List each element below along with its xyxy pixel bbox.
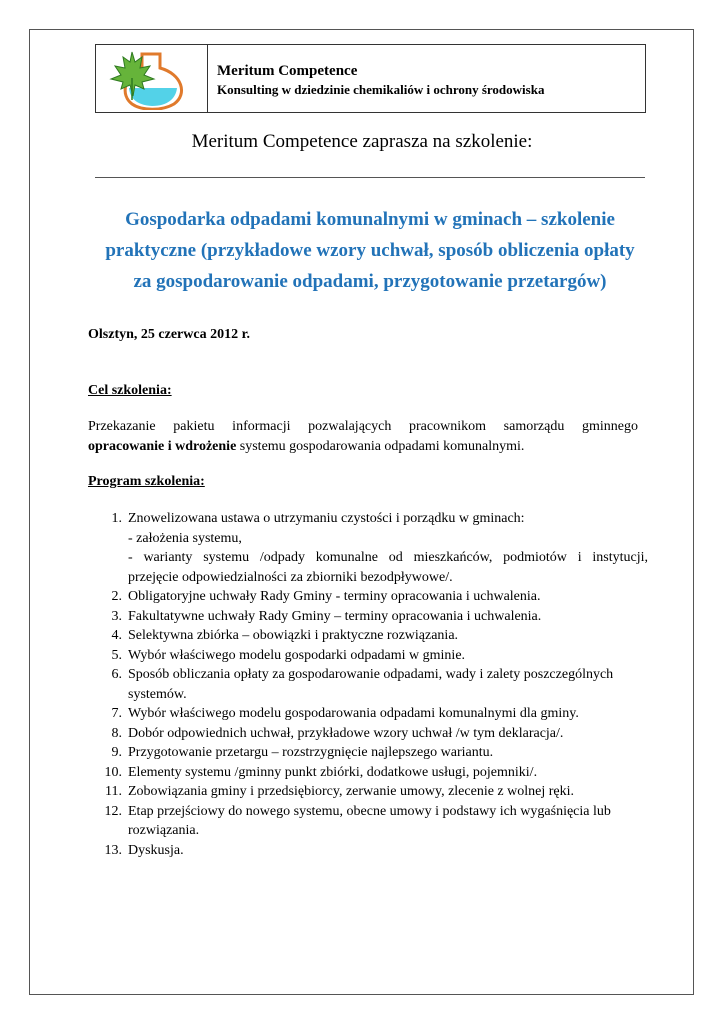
item-text: Obligatoryjne uchwały Rady Gminy - terminy opracowania i uchwalenia. xyxy=(128,589,541,604)
item-text: Elementy systemu /gminny punkt zbiórki, dodatkowe usługi, pojemniki/. xyxy=(128,764,538,780)
goal-heading: Cel szkolenia: xyxy=(88,383,172,398)
list-item xyxy=(88,665,648,704)
place-date: Olsztyn, 25 czerwca 2012 r. xyxy=(88,327,250,342)
item-text: Przygotowanie przetargu – rozstrzygnięcie najlepszego wariantu. xyxy=(128,745,494,760)
list-item xyxy=(88,763,648,783)
company-name: Meritum Competence xyxy=(217,63,358,79)
item-text: Wybór właściwego modelu gospodarki odpadami w gminie. xyxy=(128,647,466,663)
goal-bold-text: opracowanie i wdrożenie xyxy=(88,439,237,454)
item-continuation: rozwiązania. xyxy=(128,823,200,838)
item-number: 7. xyxy=(111,706,122,721)
goal-line xyxy=(88,437,638,457)
divider xyxy=(95,177,645,178)
item-number: 9. xyxy=(111,745,122,760)
item-number: 13. xyxy=(104,842,122,858)
item-text: Etap przejściowy do nowego systemu, obecne umowy i podstawy ich wygaśnięcia lub xyxy=(128,803,611,819)
list-item xyxy=(88,704,648,724)
title-line: Gospodarka odpadami komunalnymi w gminach – szkolenie xyxy=(125,209,615,230)
item-number: 4. xyxy=(111,628,122,643)
invitation-line: Meritum Competence zaprasza na szkolenie: xyxy=(191,131,533,152)
title-line: za gospodarowanie odpadami, przygotowanie przetargów) xyxy=(133,271,607,292)
item-text: Zobowiązania gminy i przedsiębiorcy, zerwanie umowy, zlecenie z wolnej ręki. xyxy=(128,784,575,799)
item-number: 10. xyxy=(104,764,122,780)
list-item xyxy=(88,587,648,607)
list-item xyxy=(88,646,648,666)
item-number: 8. xyxy=(111,725,122,741)
letterhead xyxy=(95,44,646,113)
list-item xyxy=(88,509,648,587)
item-number: 2. xyxy=(111,589,122,604)
goal-rest-text: systemu gospodarowania odpadami komunalnymi. xyxy=(236,439,525,454)
item-number: 1. xyxy=(111,511,122,526)
item-subpoint: - warianty systemu /odpady komunalne od mieszkańców, podmiotów i instytucji, xyxy=(128,550,648,565)
program-list xyxy=(88,509,648,860)
goal-line: Przekazanie pakietu informacji pozwalających pracownikom samorządu gminnego xyxy=(88,419,638,434)
logo-cell xyxy=(96,45,208,112)
item-subpoint: - założenia systemu, xyxy=(128,530,242,546)
item-number: 6. xyxy=(111,667,122,682)
item-text: Dyskusja. xyxy=(128,842,184,858)
program-heading: Program szkolenia: xyxy=(88,474,205,489)
maple-leaf-flask-logo xyxy=(102,48,202,110)
item-text: Wybór właściwego modelu gospodarowania odpadami komunalnymi dla gminy. xyxy=(128,706,579,721)
item-continuation: systemów. xyxy=(128,686,187,702)
item-text: Selektywna zbiórka – obowiązki i praktyczne rozwiązania. xyxy=(128,628,459,643)
item-text: Fakultatywne uchwały Rady Gminy – terminy opracowania i uchwalenia. xyxy=(128,608,542,624)
item-text: Dobór odpowiednich uchwał, przykładowe wzory uchwał /w tym deklaracja/. xyxy=(128,725,564,741)
list-item xyxy=(88,743,648,763)
training-title xyxy=(95,204,645,297)
item-text: Znowelizowana ustawa o utrzymaniu czystości i porządku w gminach: xyxy=(128,511,525,526)
list-item xyxy=(88,782,648,802)
item-subpoint: przejęcie odpowiedzialności za zbiorniki bezodpływowe/. xyxy=(128,569,453,585)
list-item xyxy=(88,724,648,744)
list-item xyxy=(88,841,648,861)
company-tagline: Konsulting w dziedzinie chemikaliów i ochrony środowiska xyxy=(217,82,545,97)
item-text: Sposób obliczania opłaty za gospodarowanie odpadami, wady i zalety poszczególnych xyxy=(128,667,614,682)
list-item xyxy=(88,626,648,646)
list-item xyxy=(88,802,648,841)
goal-paragraph xyxy=(88,417,638,457)
list-item xyxy=(88,607,648,627)
item-number: 11. xyxy=(105,784,122,799)
item-number: 5. xyxy=(111,647,122,663)
item-number: 3. xyxy=(111,608,122,624)
title-line: praktyczne (przykładowe wzory uchwał, sposób obliczenia opłaty xyxy=(105,240,635,261)
item-number: 12. xyxy=(104,803,122,819)
